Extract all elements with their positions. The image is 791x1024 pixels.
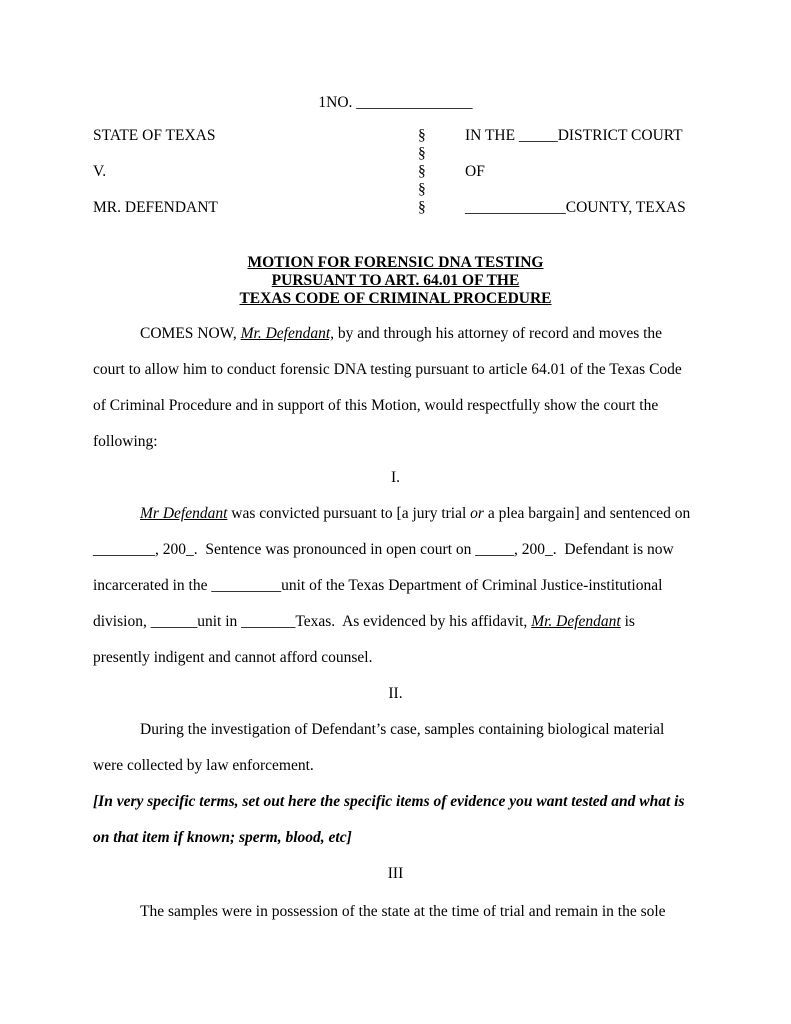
motion-title-line-1: MOTION FOR FORENSIC DNA TESTING <box>247 254 544 271</box>
instruction-note-line-2: on that item if known; sperm, blood, etc] <box>93 829 352 846</box>
caption-defendant: MR. DEFENDANT <box>93 199 218 216</box>
section1-text: a plea bargain] and sentenced on <box>483 505 691 522</box>
section-heading-3: III <box>387 865 404 882</box>
intro-line-1 <box>140 325 662 343</box>
intro-line-2: court to allow him to conduct forensic DNA testing pursuant to article 64.01 of the Texas Code <box>93 361 682 378</box>
section1-line-1 <box>140 505 690 523</box>
intro-line-3: of Criminal Procedure and in support of this Motion, would respectfully show the court the <box>93 397 659 414</box>
caption-court: IN THE _____DISTRICT COURT <box>465 127 683 144</box>
case-number: 1NO. _______________ <box>318 94 473 111</box>
section1-text: division, ______unit in _______Texas. As evidenced by his affidavit, <box>93 613 532 630</box>
section-symbol: § <box>418 181 426 198</box>
motion-title-line-3: TEXAS CODE OF CRIMINAL PROCEDURE <box>239 290 552 307</box>
defendant-name: Mr Defendant <box>140 505 228 522</box>
section-symbol: § <box>418 127 426 144</box>
defendant-name: Mr. Defendant, <box>240 325 335 342</box>
section3-line-1: The samples were in possession of the state at the time of trial and remain in the sole <box>140 903 666 920</box>
section2-line-1: During the investigation of Defendant’s case, samples containing biological material <box>140 721 665 738</box>
section2-line-2: were collected by law enforcement. <box>93 757 314 774</box>
intro-text: by and through his attorney of record and moves the <box>334 325 663 342</box>
instruction-note-line-1: [In very specific terms, set out here the specific items of evidence you want tested and what is <box>93 793 685 810</box>
motion-title-line-2: PURSUANT TO ART. 64.01 OF THE <box>271 272 520 289</box>
section-heading-1: I. <box>390 469 401 486</box>
section1-line-2: ________, 200_. Sentence was pronounced in open court on _____, 200_. Defendant is now <box>93 541 674 558</box>
caption-county: _____________COUNTY, TEXAS <box>465 199 686 216</box>
section-symbol: § <box>418 145 426 162</box>
section1-line-4 <box>93 613 635 631</box>
caption-of: OF <box>465 163 485 180</box>
section1-text: was convicted pursuant to [a jury trial <box>227 505 471 522</box>
section-symbol: § <box>418 163 426 180</box>
caption-versus: V. <box>93 163 107 180</box>
section-symbol: § <box>418 199 426 216</box>
section1-line-5: presently indigent and cannot afford counsel. <box>93 649 373 666</box>
section1-line-3: incarcerated in the _________unit of the Texas Department of Criminal Justice-institutional <box>93 577 663 594</box>
section1-or: or <box>470 505 484 522</box>
intro-text: COMES NOW, <box>140 325 241 342</box>
section-heading-2: II. <box>388 685 403 702</box>
caption-plaintiff: STATE OF TEXAS <box>93 127 216 144</box>
defendant-name: Mr. Defendant <box>531 613 621 630</box>
section1-text: is <box>620 613 635 630</box>
intro-line-4: following: <box>93 433 158 450</box>
